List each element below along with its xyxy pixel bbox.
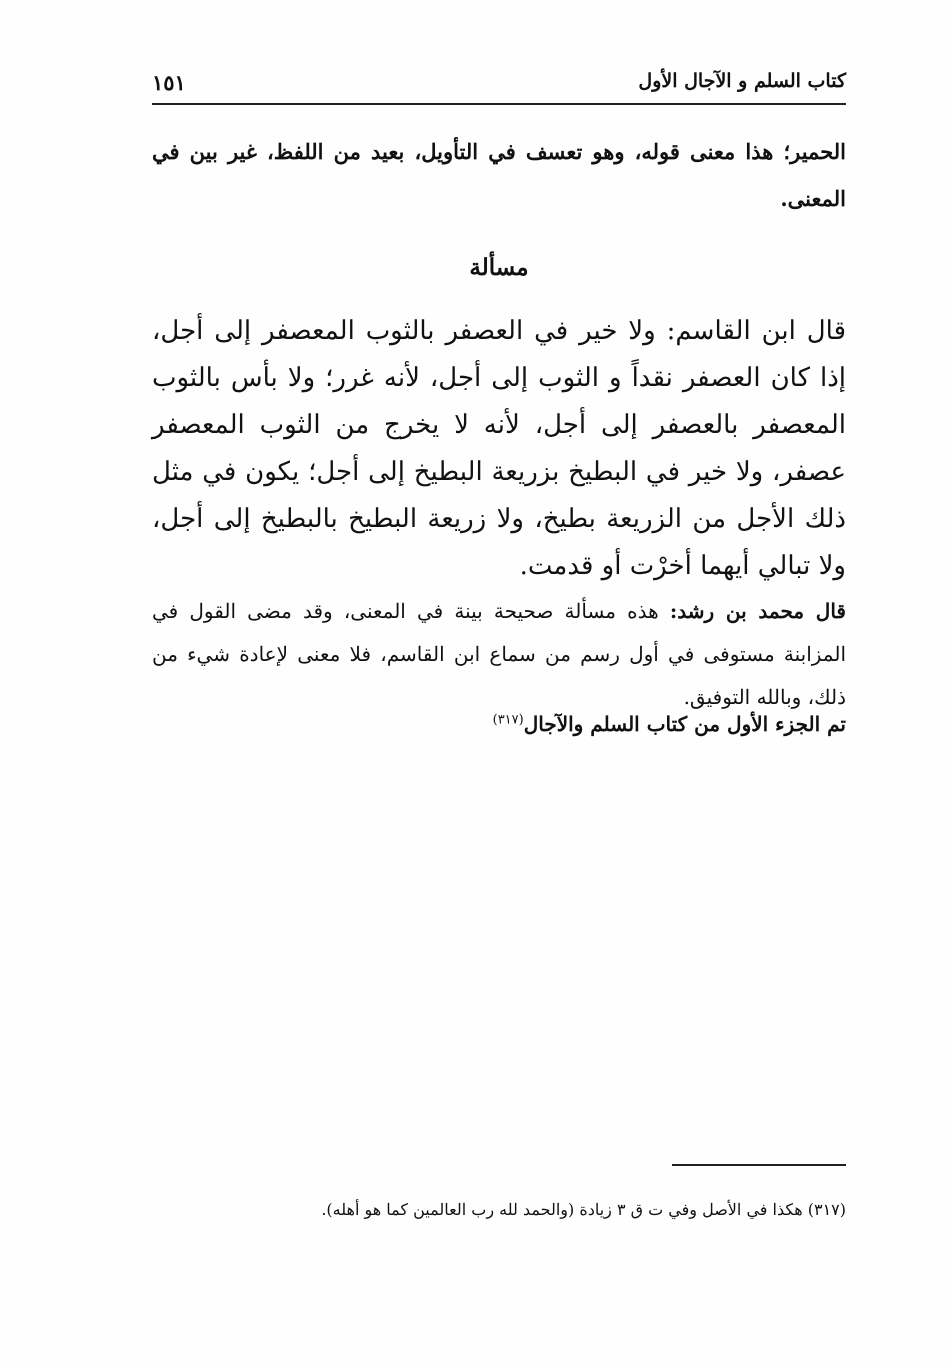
footnote: (٣١٧) هكذا في الأصل وفي ت ق ٣ زيادة (والحمد لله رب العالمين كما هو أهله). — [321, 1200, 846, 1219]
continuation-paragraph: الحمير؛ هذا معنى قوله، وهو تعسف في التأويل، بعيد من اللفظ، غير بين في المعنى. — [152, 139, 846, 211]
page-number: ١٥١ — [152, 70, 186, 95]
header-rule — [152, 103, 846, 105]
section-heading: مسألة — [469, 254, 529, 281]
running-title: كتاب السلم و الآجال الأول — [638, 70, 846, 92]
page-header — [152, 70, 846, 104]
commentary-lead: قال محمد بن رشد: — [669, 599, 846, 623]
completion-line — [493, 712, 846, 736]
commentary-paragraph — [152, 590, 846, 719]
completion-text: تم الجزء الأول من كتاب السلم والآجال — [523, 712, 846, 736]
main-paragraph: قال ابن القاسم: ولا خير في العصفر بالثوب المعصفر إلى أجل، إذا كان العصفر نقداً و الثوب إلى أجل، لأنه غرر؛ ولا بأس بالثوب المعصفر بالعصفر إلى أجل، لأنه لا يخرج من الثوب المعصفر عصفر، ولا خير في البطيخ بزريعة البطيخ إلى أجل؛ يكون في مثل ذلك الأجل من الزريعة بطيخ، ولا زريعة البطيخ بالبطيخ إلى أجل، ولا تبالي أيهما أخرْت أو قدمت. — [152, 316, 846, 581]
footnote-reference: (٣١٧) — [492, 712, 524, 728]
footnote-rule — [672, 1164, 846, 1166]
commentary-text: هذه مسألة صحيحة بينة في المعنى، وقد مضى القول في المزابنة مستوفى في أول رسم من سماع ابن القاسم، فلا معنى لإعادة شيء من ذلك، وبالله التوفيق. — [152, 599, 846, 709]
